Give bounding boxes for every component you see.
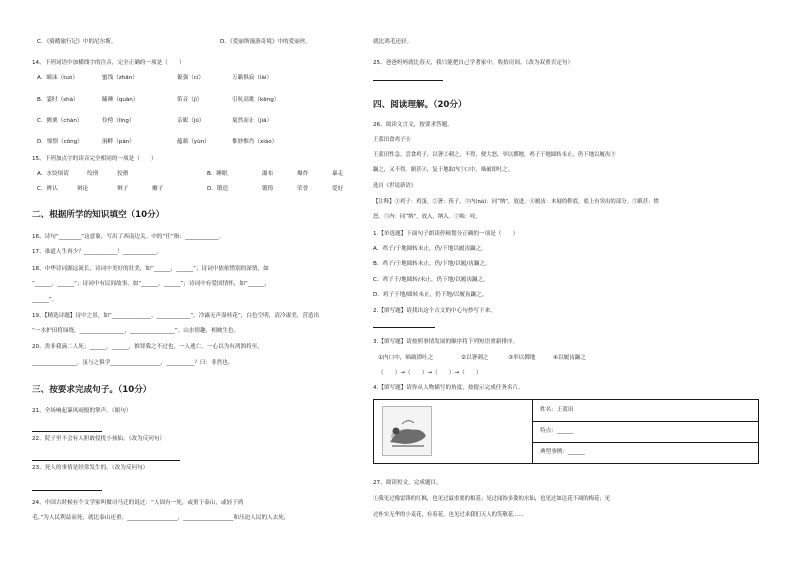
- character-card-table: [373, 399, 759, 464]
- q20-line-1: 20、贵非我滴二人死；______，______，推罪我之不过也，一人逃亡。一心以为有鸿鹄将至，: [32, 344, 263, 350]
- q16: 16、诗句“________”这意象，写出了西南边关。中的“任”指：____________。: [32, 234, 225, 240]
- section-2-title: 二、根据所学的知识填空（10分）: [32, 210, 165, 220]
- right-column: 就比鸿毛还轻。 25、爸爸妈妈就比春天，我只能把自己学著家中，收拾房间。（改为双重否定句） 四、阅读理解。（20分） 26、阅读文言文，按要求答题。 王蓝田食鸡子⑪ 王蓝田性急。尝食鸡子，以箸②刺之，不得，便大怒，举以掷地。鸡子于地圆转未止，仍下地以履齿③ 蹍之，又不得。瞋甚④，复于地取内⑤口中，啮破即吐之。 选自《世说新语》 【注释】①鸡子：鸡蛋。②箸：筷子。③内(nà)：同“纳”，放进。④履齿：木屐的鞋底，底上有突出的部分。⑤瞋甚：愤 怒。⑤内：同“纳”，放入，纳入。⑦啮：咬。 1.【单选题】下面句子朗读停顿划分正确的一项是（ ） A．鸡子/于地圆转未止，仍/下地以履齿蹍之。 B．鸡子/于地圆转未止，仍/下地/以履/齿蹍之。 C．鸡子于/地圆转/未止，仍下地/以履齿蹍之。 D．鸡子于地/圆转未止，仍下地/以履齿蹍之。 2.【填写题】请找出这个古文的中心句抄写下来。 3.【填写题】请按照事情发展的顺序将下列短语重新排序。 ①内口中，啮破即吐之 ②以箸刺之 ③举以掷地 ④以履齿蹍之 （ ）→（ ）→（ ）→（ ） 4.【填写题】请你从人物描写的角度，按提示完成任务名片。 姓名：王蓝田 特点：______ 典型事例：______ 27、阅读短文，完成题目。 ①我见过像雷锋的红枫，也见过最重要的根基；见过闻饰多姿的水仙，也见过如达花不凋的梅花；见 过朴实无华的小麦花，有着花，也见过求我们天人的笑敬花……: [373, 0, 768, 562]
- answer-line[interactable]: [373, 327, 435, 328]
- q27-text-line-2: 过朴实无华的小麦花，有着花，也见过求我们天人的笑敬花……: [373, 512, 524, 518]
- passage-title: 王蓝田食鸡子⑪: [373, 137, 411, 143]
- q19-line-1: 19、【精选诗题】诗中之景，如“______________，____________”。冷露无声湿桂花”，白色空明，清冷凄美，营造出: [32, 313, 320, 319]
- notes-line-1: 【注释】①鸡子：鸡蛋。②箸：筷子。③内(nà)：同“纳”，放进。④履齿：木屐的鞋底，底上有突出的部分。⑤瞋甚：愤: [373, 199, 659, 205]
- answer-line[interactable]: [32, 460, 180, 461]
- sub-question-1-option-c: C．鸡子于/地圆转/未止，仍下地/以履齿蹍之。: [373, 277, 489, 283]
- q14-stem: 14、下列词语中加横线字的注音，完全正确的一项是（ ）: [32, 60, 185, 66]
- sub-question-1-option-a: A．鸡子/于地圆转未止，仍/下地以履齿蹍之。: [373, 246, 487, 252]
- answer-line[interactable]: [32, 490, 102, 491]
- q19-line-2: “一水护田将绿绕，________________，________________”。山水情趣，相映生色。: [32, 328, 240, 334]
- character-illustration: [382, 406, 432, 456]
- answer-line[interactable]: [373, 80, 443, 81]
- table-divider: [532, 421, 758, 422]
- sub-question-1-option-d: D．鸡子于地/圆转未止，仍下地/以履齿蹍之。: [373, 292, 488, 298]
- card-name: 姓名：王蓝田: [540, 407, 574, 413]
- q18-line-3: ______”。: [32, 297, 58, 303]
- q13-option-c: C．《骑鹅旅行记》中的尼尔斯。: [37, 39, 117, 45]
- q27-text-line-1: ①我见过像雷锋的红枫，也见过最重要的根基；见过闻饰多姿的水仙，也见过如达花不凋的梅花；见: [373, 496, 611, 502]
- left-column: C．《骑鹅旅行记》中的尼尔斯。 D．《爱丽斯漫游奇境》中的爱丽丝。 14、下列词语中加横线字的注音，完全正确的一项是（ ） A．瞳沫（tuò） 蜜饯（zhān） 倔强（cí） 万籁俱寂（lài） B．霎时（shà） 瞌睡（quān） 笛音（jì） 引吭高歌（kēng） C．颤栗（chàn） 伶俜（līng） 亲昵（jū） 戛然而止（jiā） D．憧憬（cōng） 涧畔（pàn） 蕴藉（yùn） 惟妙惟肖（xiào） 15、下列加点字的读音完全相同的一项是（ ） A．水饺烦请 绞刑 狡猾 B．睡眠 瀑布 爆炸 暴走 C．辨认 辩论 辫子 瓣子 D．锻造 锻铸 荣誉 爱好 二、根据所学的知识填空（10分） 16、诗句“________”这意象，写出了西南边关。中的“任”指：____________。 17、谁道人生再少？____________！____________。 18、中华诗词源远流长，诗词中美好的壮美，如“______，______”；诗词中依依惜别的深情，如 “______，______”；诗词中有民间故事，如“______，______”；诗词中有爱国情怀，如“______， ______”。 19、【精选诗题】诗中之景，如“______________，____________”。冷露无声湿桂花”，白色空明，清冷凄美，营造出 “一水护田将绿绕，________________，________________”。山水情趣，相映生色。 20、贵非我滴二人死；______，______，推罪我之不过也，一人逃亡。一心以为有鸿鹄将至， ________________。虽与之俱学__________________，__________？曰：非然也。 三、按要求完成句子。（10分） 21、全场响起暴风雨般的掌声。（缩句） 22、院子里不会有人胆敢侵扰小孩仙。（改为反问句） 23、死人的事情是经常发生的。（改为反问句） 24、中国古时候有个文学家叫做司马迁的说过：“人固有一死，或重于泰山，或轻于鸿 毛。”为人民利益而死，就比泰山还重；__________________，__________________和压迫人民的人去死，: [32, 39, 344, 521]
- q13-option-d: D．《爱丽斯漫游奇境》中的爱丽丝。: [220, 39, 312, 45]
- q23: 23、死人的事情是经常发生的。（改为反问句）: [32, 465, 149, 471]
- card-trait[interactable]: 特点：______: [540, 428, 574, 434]
- card-example[interactable]: 典型事例：______: [540, 449, 585, 455]
- q15-stem: 15、下列加点字的读音完全相同的一项是（ ）: [32, 156, 157, 162]
- q20-line-2: ________________。虽与之俱学__________________，__________？曰：非然也。: [32, 360, 234, 366]
- q27: 27、阅读短文，完成题目。: [373, 480, 442, 486]
- section-4-title: 四、阅读理解。（20分）: [373, 100, 467, 110]
- q17: 17、谁道人生再少？____________！____________。: [32, 249, 163, 255]
- table-divider: [532, 442, 758, 443]
- q24-line-2: 毛。”为人民利益而死，就比泰山还重；__________________，__________________和压迫人民的人去死，: [32, 515, 290, 521]
- q26: 26、阅读文言文，按要求答题。: [373, 122, 453, 128]
- passage-line-1: 王蓝田性急。尝食鸡子，以箸②刺之，不得，便大怒，举以掷地。鸡子于地圆转未止，仍下地以履齿③: [373, 152, 616, 158]
- q18-line-2: “______，______”；诗词中有民间故事，如“______，______”；诗词中有爱国情怀，如“______，: [32, 281, 271, 287]
- sub-question-3-sequence[interactable]: （ ）→（ ）→（ ）→（ ）: [378, 370, 482, 376]
- section-3-title: 三、按要求完成句子。（10分）: [32, 385, 152, 395]
- q21: 21、全场响起暴风雨般的掌声。（缩句）: [32, 408, 132, 414]
- sub-question-3: 3.【填写题】请按照事情发展的顺序将下列短语重新排序。: [373, 339, 519, 345]
- q22: 22、院子里不会有人胆敢侵扰小孩仙。（改为反问句）: [32, 436, 165, 442]
- passage-source: 选自《世说新语》: [373, 183, 417, 189]
- sub-question-1: 1.【单选题】下面句子朗读停顿划分正确的一项是（ ）: [373, 231, 519, 237]
- passage-line-2: 蹍之，又不得。瞋甚④，复于地取内⑤口中，啮破即吐之。: [373, 167, 514, 173]
- sub-question-4: 4.【填写题】请你从人物描写的角度，按提示完成任务名片。: [373, 385, 524, 391]
- q25: 25、爸爸妈妈就比春天，我只能把自己学著家中，收拾房间。（改为双重否定句）: [373, 60, 574, 66]
- q18-line-1: 18、中华诗词源远流长，诗词中美好的壮美，如“______，______”；诗词中依依惜别的深情，如: [32, 266, 269, 272]
- table-divider: [532, 400, 533, 463]
- q24-line-1: 24、中国古时候有个文学家叫做司马迁的说过：“人固有一死，或重于泰山，或轻于鸿: [32, 500, 244, 506]
- sub-question-2: 2.【填写题】请找出这个古文的中心句抄写下来。: [373, 308, 496, 314]
- sub-question-1-option-b: B．鸡子/于地圆转未止，仍/下地/以履/齿蹍之。: [373, 261, 491, 267]
- answer-line[interactable]: [32, 431, 102, 432]
- notes-line-2: 怒。⑤内：同“纳”，放入，纳入。⑦啮：咬。: [373, 214, 481, 220]
- q24-tail: 就比鸿毛还轻。: [373, 39, 413, 45]
